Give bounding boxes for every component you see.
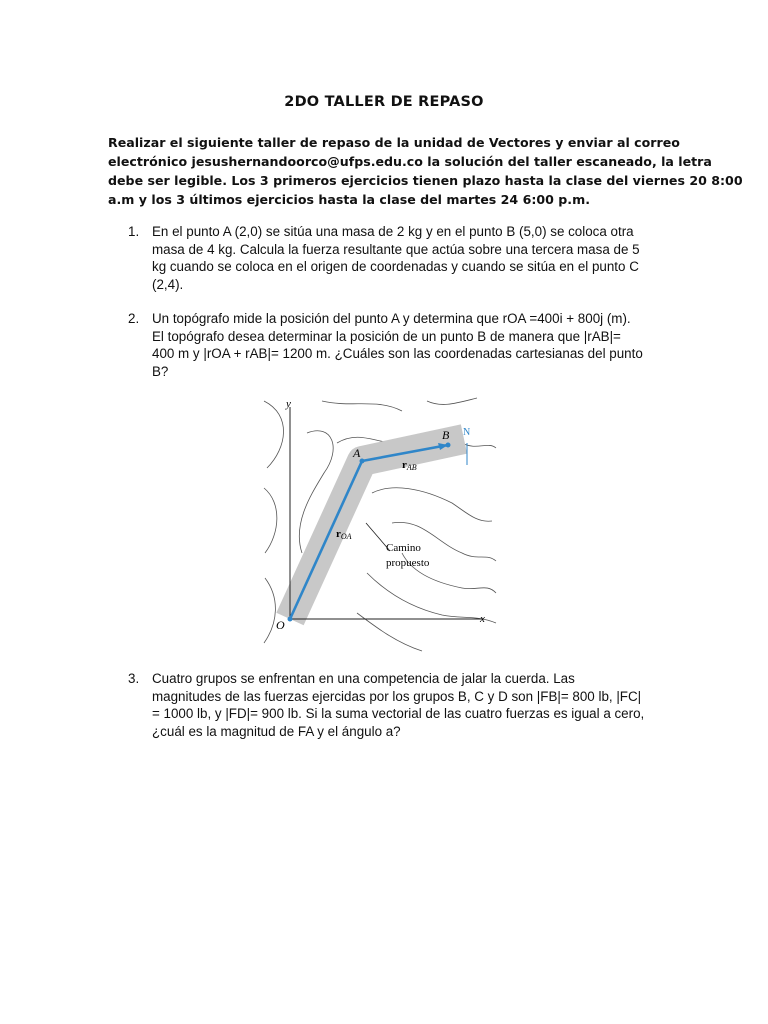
intro-paragraph bbox=[108, 133, 743, 209]
y-axis-label: y bbox=[286, 398, 291, 410]
north-label: N bbox=[463, 427, 471, 438]
exercise-line: masa de 4 kg. Calcula la fuerza resultante que actúa sobre una tercera masa de 5 bbox=[152, 241, 640, 257]
exercise-line: magnitudes de las fuerzas ejercidas por los grupos B, C y D son |FB|= 800 lb, |FC| bbox=[152, 688, 642, 704]
exercise-1 bbox=[128, 223, 668, 293]
exercise-text bbox=[152, 223, 668, 293]
intro-line bbox=[108, 152, 712, 171]
exercise-line: ¿cuál es la magnitud de FA y el ángulo a? bbox=[152, 723, 401, 739]
point-b-marker bbox=[446, 443, 451, 448]
point-o bbox=[288, 617, 293, 622]
exercise-line: 400 m y |rOA + rAB|= 1200 m. ¿Cuáles son las coordenadas cartesianas del punto bbox=[152, 346, 643, 361]
contour-line bbox=[264, 401, 284, 468]
survey-figure bbox=[262, 393, 498, 653]
exercise-number: 1. bbox=[128, 224, 140, 239]
exercise-3 bbox=[128, 670, 668, 740]
r-oa-label: rOA bbox=[336, 528, 352, 541]
intro-text: la solución del taller escaneado, la letra bbox=[422, 154, 712, 169]
origin-label: O bbox=[276, 618, 285, 632]
intro-line: Realizar el siguiente taller de repaso de la unidad de Vectores y enviar al correo bbox=[108, 135, 680, 150]
email-address: jesushernandoorco@ufps.edu.co bbox=[191, 154, 423, 169]
caption-line-1: Camino bbox=[386, 542, 421, 554]
intro-line: debe ser legible. Los 3 primeros ejercicios tienen plazo hasta la clase del viernes 20 8:00 bbox=[108, 173, 743, 188]
page-title: 2DO TALLER DE REPASO bbox=[284, 94, 484, 110]
contour-line bbox=[322, 401, 402, 411]
contour-line bbox=[264, 578, 275, 643]
contour-line bbox=[372, 488, 492, 521]
exercise-line: = 1000 lb, y |FD|= 900 lb. Si la suma vectorial de las cuatro fuerzas es igual a cero, bbox=[152, 706, 645, 721]
contour-line bbox=[427, 398, 477, 404]
r-ab-label: rAB bbox=[402, 459, 417, 472]
point-a-label: A bbox=[353, 446, 361, 460]
x-axis-label: x bbox=[480, 613, 485, 625]
proposed-road bbox=[290, 439, 464, 619]
exercise-line: B? bbox=[152, 363, 169, 379]
exercise-text bbox=[152, 310, 668, 380]
exercise-line: (2,4). bbox=[152, 276, 184, 292]
exercise-line: Cuatro grupos se enfrentan en una competencia de jalar la cuerda. Las bbox=[152, 671, 575, 686]
exercise-number: 2. bbox=[128, 311, 140, 326]
point-b-label: B bbox=[442, 428, 450, 442]
exercise-text bbox=[152, 670, 668, 740]
exercise-number: 3. bbox=[128, 671, 140, 686]
exercise-line: El topógrafo desea determinar la posición de un punto B de manera que |rAB|= bbox=[152, 328, 621, 344]
intro-line: a.m y los 3 últimos ejercicios hasta la clase del martes 24 6:00 p.m. bbox=[108, 192, 590, 207]
exercise-2 bbox=[128, 310, 668, 380]
exercise-line: kg cuando se coloca en el origen de coordenadas y cuando se sitúa en el punto C bbox=[152, 259, 639, 274]
contour-line bbox=[367, 573, 496, 623]
contour-line bbox=[264, 488, 277, 553]
exercise-line: Un topógrafo mide la posición del punto A y determina que rOA =400i + 800j (m). bbox=[152, 311, 631, 326]
caption-line-2: propuesto bbox=[386, 557, 430, 569]
exercise-line: En el punto A (2,0) se sitúa una masa de 2 kg y en el punto B (5,0) se coloca otra bbox=[152, 224, 634, 239]
intro-text: electrónico bbox=[108, 154, 192, 169]
